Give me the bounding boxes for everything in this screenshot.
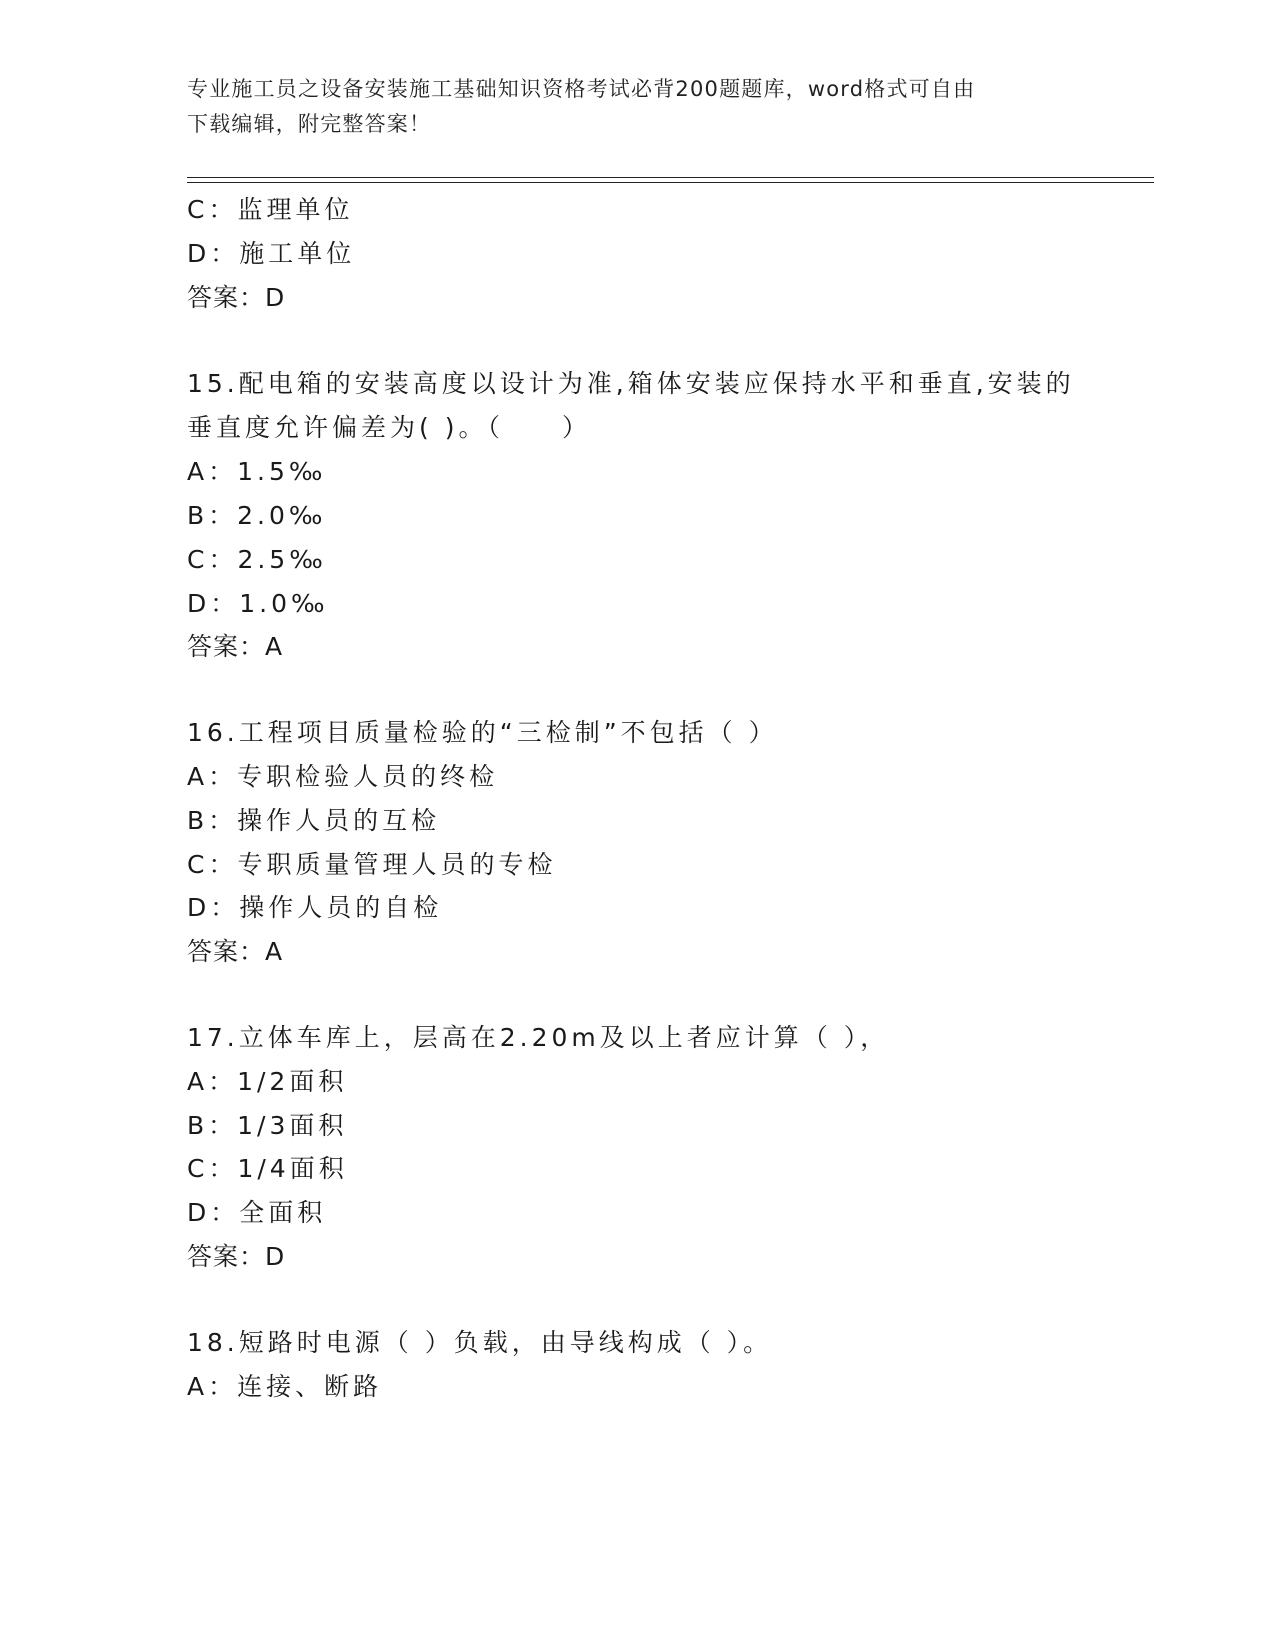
answer-q17: 答案：D — [187, 1242, 286, 1271]
option-a-q17: A：1/2面积 — [187, 1067, 348, 1096]
header-line-1: 专业施工员之设备安装施工基础知识资格考试必背200题题库，word格式可自由 — [187, 77, 976, 101]
question-17: 17.立体车库上，层高在2.20m及以上者应计算（ ）， — [187, 1023, 890, 1052]
header-divider-top — [187, 177, 1154, 178]
option-a-q16: A：专职检验人员的终检 — [187, 762, 499, 791]
question-18: 18.短路时电源（ ）负载，由导线构成（ ）。 — [187, 1328, 773, 1357]
answer-q15: 答案：A — [187, 632, 284, 661]
option-d-q14: D：施工单位 — [187, 239, 356, 268]
answer-q14: 答案：D — [187, 283, 286, 312]
option-c-q17: C：1/4面积 — [187, 1154, 348, 1183]
option-d-q16: D：操作人员的自检 — [187, 893, 443, 922]
document-header — [187, 72, 1087, 142]
option-d-q15: D：1.0‰ — [187, 589, 329, 618]
header-line-2: 下载编辑，附完整答案！ — [187, 112, 432, 136]
option-a-q15: A：1.5‰ — [187, 457, 327, 486]
option-c-q15: C：2.5‰ — [187, 545, 327, 574]
answer-q16: 答案：A — [187, 937, 284, 966]
option-b-q17: B：1/3面积 — [187, 1111, 348, 1140]
option-c-q16: C：专职质量管理人员的专检 — [187, 850, 557, 879]
question-16: 16.工程项目质量检验的“三检制”不包括（ ） — [187, 718, 778, 747]
question-15-line-2: 垂直度允许偏差为( )。（ ） — [187, 413, 591, 442]
option-b-q16: B：操作人员的互检 — [187, 806, 441, 835]
header-divider-bottom — [187, 182, 1154, 183]
question-15-line-1: 15.配电箱的安装高度以设计为准,箱体安装应保持水平和垂直,安装的 — [187, 369, 1075, 398]
option-a-q18: A：连接、断路 — [187, 1372, 383, 1401]
option-c-q14: C：监理单位 — [187, 195, 354, 224]
option-b-q15: B：2.0‰ — [187, 501, 327, 530]
option-d-q17: D：全面积 — [187, 1198, 327, 1227]
